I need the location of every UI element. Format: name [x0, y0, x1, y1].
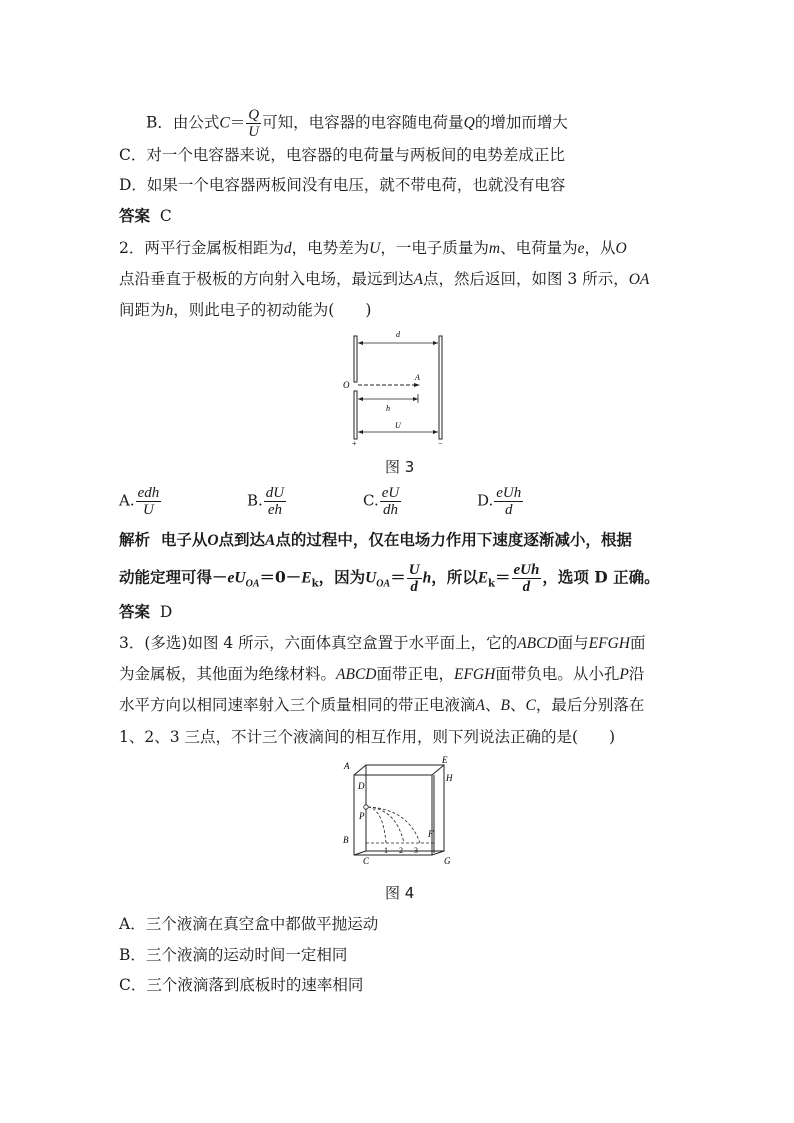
text: ，电势差为: [291, 239, 370, 257]
edge: [354, 851, 366, 855]
trajectory-2: [368, 807, 404, 843]
var-e: e: [577, 240, 585, 257]
var-C: C: [525, 697, 536, 714]
q1-option-b-text: 可知，电容器的电容随电荷量: [262, 113, 464, 132]
label-3: 3: [414, 846, 418, 855]
subscript-k: k: [311, 578, 319, 590]
fraction-denominator: d: [410, 579, 418, 595]
q2-stem-line3: [119, 300, 371, 321]
edge: [432, 765, 444, 775]
text: ，从: [584, 239, 616, 257]
q1-answer: [119, 206, 172, 226]
text: 点沿垂直于极板的方向射入电场，最远到达: [119, 270, 414, 288]
fraction-U-over-d: [407, 562, 422, 595]
arrowhead-h-left: [358, 397, 363, 401]
analysis-label: 解析: [119, 530, 151, 549]
fraction-numerator: U: [408, 562, 420, 578]
left-plate-bottom: [354, 391, 357, 439]
var-C: C: [219, 114, 230, 132]
var-Q: Q: [463, 114, 475, 132]
label-h: h: [386, 404, 390, 413]
subscript-OA: OA: [245, 578, 260, 590]
label-1: 1: [384, 846, 388, 855]
var-EFGH: EFGH: [588, 635, 630, 652]
figure-4-caption: 图 4: [385, 884, 415, 902]
text: ，所以: [431, 567, 478, 587]
var-OA: OA: [628, 271, 650, 288]
q2-option-b: [247, 485, 287, 518]
label-B: B: [343, 835, 349, 845]
label-H: H: [446, 773, 453, 783]
var-EFGH: EFGH: [454, 666, 496, 683]
label-C: C: [363, 856, 370, 866]
text: 点的过程中，仅在电场力作用下速度逐渐减小，根据: [275, 530, 632, 549]
text: 2．两平行金属板相距为: [119, 239, 284, 257]
q1-option-b: [146, 107, 568, 140]
q3-stem-line1: [119, 633, 646, 654]
q3-stem-line4: 1、2、3 三点，不计三个液滴间的相互作用，则下列说法正确的是( ): [119, 728, 616, 746]
var-A: A: [475, 697, 485, 714]
fraction-numerator: edh: [137, 485, 160, 501]
label-D: D: [358, 781, 365, 791]
q2-stem-line1: [119, 238, 627, 259]
equals-sign: ＝: [494, 567, 511, 587]
text: ，最后分别落在: [535, 696, 645, 714]
answer-label: 答案: [119, 206, 151, 225]
option-letter: A.: [119, 491, 135, 510]
option-letter: D.: [477, 491, 494, 510]
q2-option-d: [477, 485, 524, 518]
q3-stem-line2: [119, 664, 644, 685]
answer-value: D: [159, 603, 173, 621]
label-F: F: [428, 829, 434, 839]
figure-3-diagram: [338, 326, 458, 446]
option-letter: C.: [363, 491, 379, 510]
separator: 、: [484, 696, 501, 714]
label-plus: +: [352, 439, 357, 446]
text: 动能定理可得－: [119, 567, 228, 587]
var-B: B: [500, 697, 510, 714]
arrowhead-h-right: [413, 397, 418, 401]
var-h: h: [422, 569, 432, 587]
fraction-denominator: U: [143, 502, 154, 518]
fraction-numerator: dU: [265, 485, 285, 501]
text: ，则此电子的初动能为( ): [173, 301, 372, 319]
var-E: E: [301, 569, 312, 587]
q1-option-b-suffix: 的增加而增大: [474, 113, 568, 132]
trajectory-1: [368, 807, 386, 843]
fraction-numerator: eUh: [513, 562, 540, 578]
fraction-numerator: eU: [381, 485, 400, 501]
separator: 、: [509, 696, 526, 714]
var-A: A: [265, 532, 276, 549]
fraction-denominator: dh: [382, 502, 398, 518]
trajectory-3: [368, 807, 420, 843]
arrowhead-U-left: [358, 430, 363, 434]
q3-option-c: C．三个液滴落到底板时的速率相同: [119, 976, 364, 994]
label-U: U: [395, 421, 401, 430]
fraction-denominator: U: [248, 124, 260, 140]
var-A: A: [413, 271, 423, 288]
answer-value: C: [159, 207, 172, 225]
fraction-numerator: Q: [248, 107, 260, 123]
arrowhead-U-right: [433, 430, 438, 434]
var-O: O: [207, 532, 219, 549]
var-m: m: [488, 240, 501, 257]
edge: [354, 765, 366, 775]
arrowhead-path: [414, 383, 420, 387]
fraction-denominator: d: [522, 579, 531, 595]
right-plate: [439, 336, 442, 439]
q2-option-c: [363, 485, 402, 518]
text: 点到达: [218, 530, 266, 549]
equals-sign: ＝: [229, 113, 246, 132]
label-E: E: [442, 755, 448, 765]
equals-sign: ＝: [390, 567, 406, 587]
answer-label: 答案: [119, 602, 151, 621]
option-fraction: [494, 485, 523, 518]
q2-analysis-line1: [119, 530, 632, 551]
var-E: E: [477, 569, 489, 587]
text: 为金属板，其他面为绝缘材料。: [119, 665, 337, 683]
label-d: d: [396, 330, 400, 339]
label-A: A: [344, 761, 350, 771]
label-P: P: [359, 811, 365, 821]
var-h: h: [165, 302, 174, 319]
option-fraction: [380, 485, 402, 518]
text: 3．(多选)如图 4 所示，六面体真空盒置于水平面上，它的: [119, 634, 518, 652]
var-P: P: [619, 666, 629, 683]
var-ABCD: ABCD: [336, 666, 377, 683]
label-minus: −: [438, 439, 443, 446]
q2-answer: [119, 602, 172, 622]
text: 面带负电。从小孔: [495, 665, 620, 683]
text: 、电荷量为: [500, 239, 578, 257]
var-U: U: [365, 569, 377, 587]
var-d: d: [283, 240, 292, 257]
fraction-eUh-over-d: [512, 562, 542, 595]
option-fraction: [264, 485, 286, 518]
text: 沿: [628, 665, 645, 683]
label-G: G: [444, 856, 451, 866]
subscript-k: k: [488, 578, 495, 590]
fraction-Q-over-U: [246, 107, 261, 140]
figure-3-caption: 图 3: [385, 458, 415, 476]
label-O: O: [343, 380, 350, 390]
var-U: U: [369, 240, 381, 257]
var-eU: eU: [227, 569, 246, 587]
text: ＝0－: [259, 567, 302, 587]
arrowhead-left: [358, 341, 363, 345]
q3-option-a: A．三个液滴在真空盒中都做平抛运动: [119, 915, 379, 933]
subscript-OA: OA: [376, 578, 391, 590]
text: 面: [630, 634, 646, 652]
text: 面与: [557, 634, 589, 652]
text: 点，然后返回，如图 3 所示，: [422, 270, 629, 288]
fraction-denominator: d: [505, 502, 513, 518]
fraction-numerator: eUh: [496, 485, 522, 501]
q1-option-b-prefix: B．由公式: [146, 113, 220, 132]
text: 面带正电，: [376, 665, 454, 683]
var-O: O: [615, 240, 627, 257]
text: ，因为: [318, 567, 366, 587]
q3-option-b: B．三个液滴的运动时间一定相同: [119, 946, 348, 964]
hole-P: [364, 805, 368, 809]
q3-stem-line3: [119, 695, 644, 716]
text: ，一电子质量为: [380, 239, 489, 257]
q2-option-a: [119, 485, 162, 518]
label-A: A: [415, 373, 420, 382]
left-plate-top: [354, 336, 357, 382]
text: 水平方向以相同速率射入三个质量相同的带正电液滴: [119, 696, 476, 714]
fraction-denominator: eh: [267, 502, 283, 518]
figure-4-diagram: [338, 755, 458, 867]
arrowhead-right: [433, 341, 438, 345]
label-2: 2: [399, 846, 403, 855]
q2-analysis-line2: [119, 562, 660, 595]
text: 电子从: [160, 530, 208, 549]
text: ，选项 D 正确。: [542, 567, 660, 587]
option-letter: B.: [247, 491, 263, 510]
option-fraction: [136, 485, 162, 518]
q1-option-c: C．对一个电容器来说，电容器的电荷量与两板间的电势差成正比: [119, 146, 565, 164]
q1-option-d: D．如果一个电容器两板间没有电压，就不带电荷，也就没有电容: [119, 176, 566, 194]
q2-stem-line2: [119, 269, 649, 290]
text: 间距为: [119, 301, 166, 319]
var-ABCD: ABCD: [517, 635, 558, 652]
